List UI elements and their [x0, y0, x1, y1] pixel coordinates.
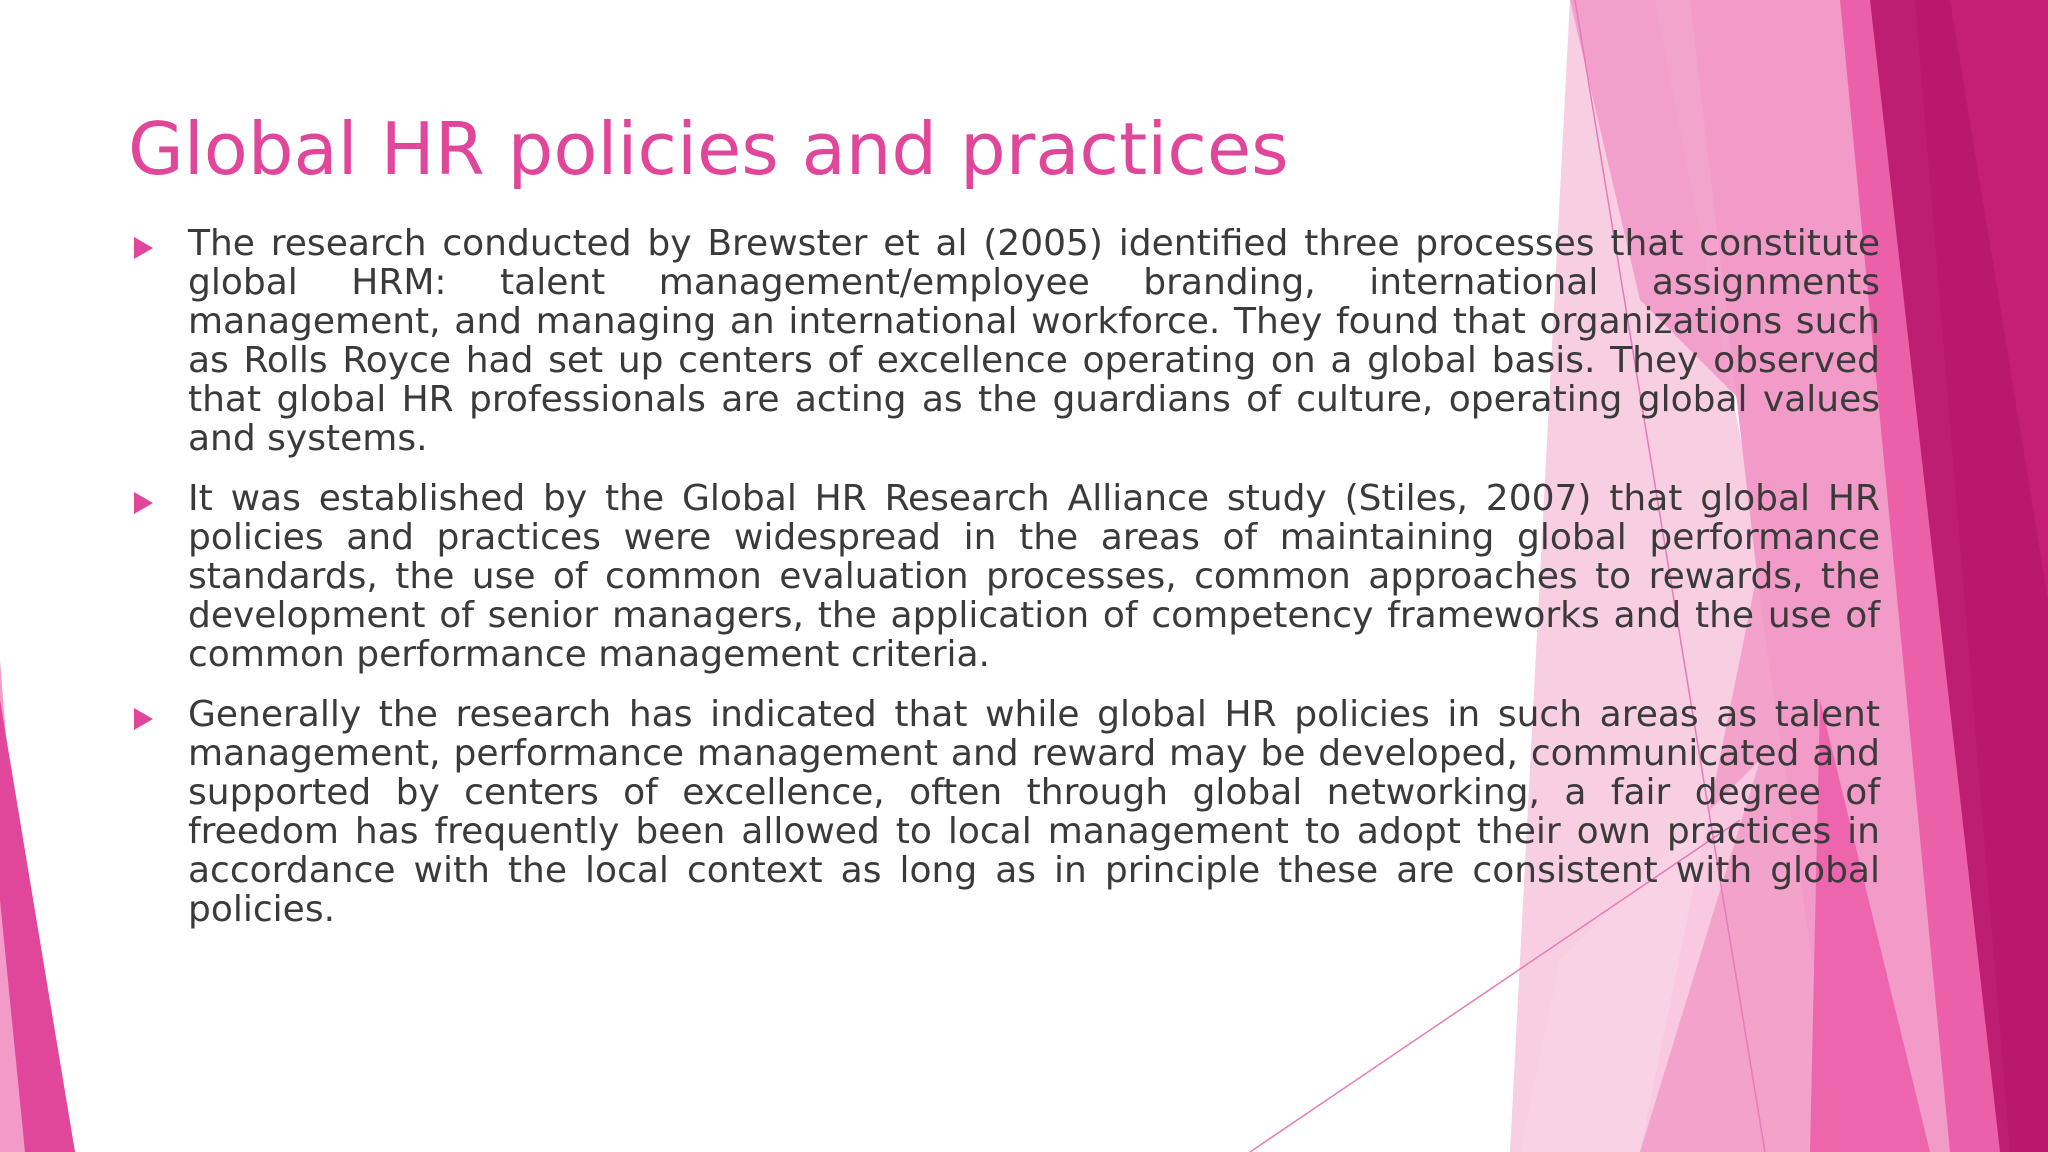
slide-title: Global HR policies and practices	[128, 107, 1289, 191]
bullet-text: It was established by the Global HR Research Alliance study (Stiles, 2007) that global HR policies and practices were widespread in the areas of maintaining global performance standards, the use of common evaluation processes, common approaches to rewards, the development of senior managers, the application of competency frameworks and the use of common performance management criteria.	[188, 478, 1880, 675]
bullet-item	[128, 695, 1880, 929]
triangle-bullet-icon	[128, 224, 188, 263]
bullet-item	[128, 224, 1880, 458]
bullet-text: Generally the research has indicated that while global HR policies in such areas as talent management, performance management and reward may be developed, communicated and supported by centers of excellence, often through global networking, a fair degree of freedom has frequently been allowed to local management to adopt their own practices in accordance with the local context as long as in principle these are consistent with global policies.	[188, 694, 1880, 930]
bullet-list	[128, 224, 1880, 950]
triangle-bullet-icon	[128, 479, 188, 518]
triangle-bullet-icon	[128, 695, 188, 734]
bullet-item	[128, 479, 1880, 674]
bullet-text: The research conducted by Brewster et al (2005) identified three processes that constitute global HRM: talent management/employee branding, international assignments management, and managing an international workforce. They found that organizations such as Rolls Royce had set up centers of excellence operating on a global basis. They observed that global HR professionals are acting as the guardians of culture, operating global values and systems.	[188, 223, 1880, 459]
